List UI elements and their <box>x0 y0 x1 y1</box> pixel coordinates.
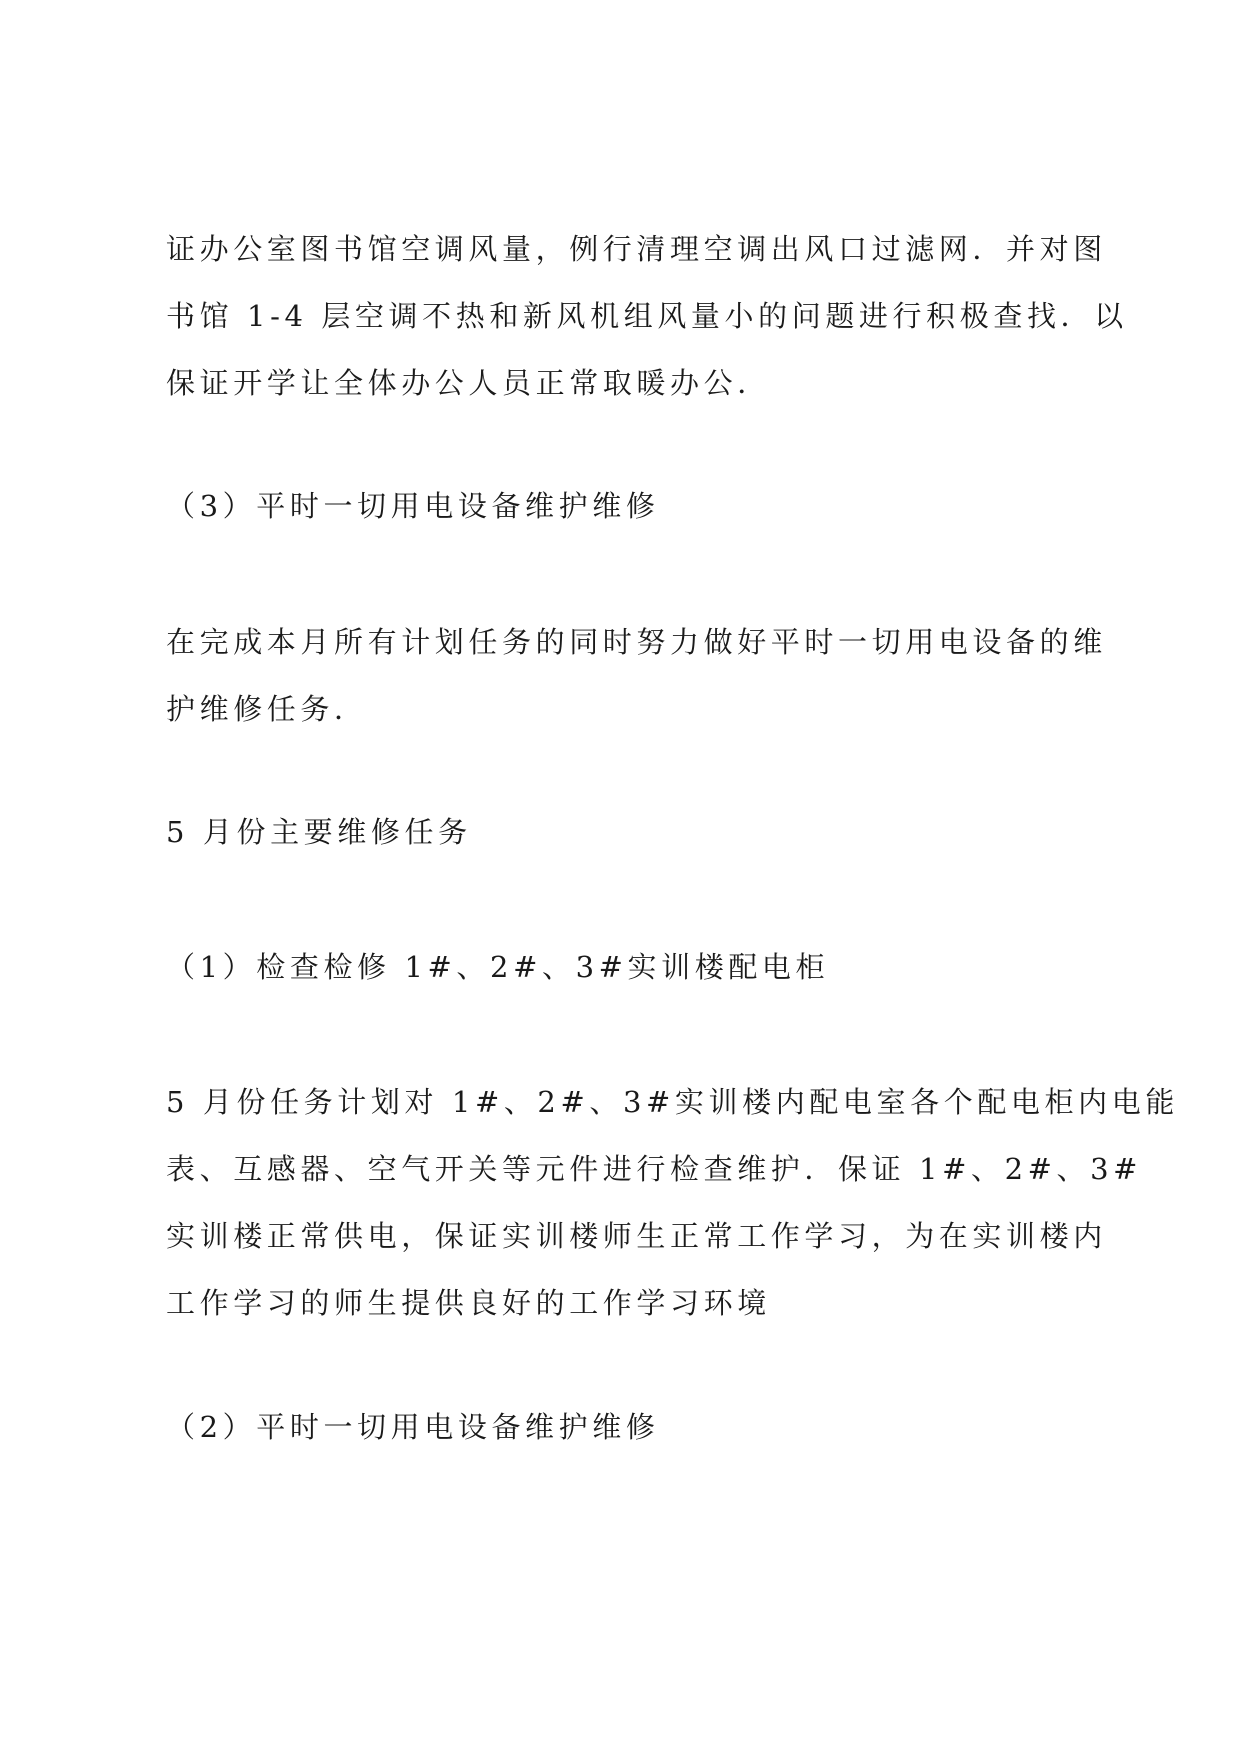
paragraph-line: 保证开学让全体办公人员正常取暖办公． <box>166 366 771 400</box>
paragraph-line: 表、互感器、空气开关等元件进行检查维护．保证 1#、2#、3# <box>166 1152 1143 1186</box>
section-heading: （2）平时一切用电设备维护维修 <box>166 1410 660 1444</box>
section-heading: 5 月份主要维修任务 <box>166 815 472 849</box>
paragraph-line: 证办公室图书馆空调风量，例行清理空调出风口过滤网．并对图 <box>166 232 1107 266</box>
paragraph-line: 实训楼正常供电，保证实训楼师生正常工作学习，为在实训楼内 <box>166 1219 1107 1253</box>
section-heading: （1）检查检修 1#、2#、3#实训楼配电柜 <box>166 950 830 984</box>
section-heading: （3）平时一切用电设备维护维修 <box>166 489 660 523</box>
paragraph-line: 书馆 1-4 层空调不热和新风机组风量小的问题进行积极查找．以 <box>166 299 1128 333</box>
paragraph-line: 5 月份任务计划对 1#、2#、3#实训楼内配电室各个配电柜内电能 <box>166 1085 1179 1119</box>
paragraph-line: 工作学习的师生提供良好的工作学习环境 <box>166 1286 771 1320</box>
paragraph-line: 护维修任务． <box>166 692 368 726</box>
paragraph-line: 在完成本月所有计划任务的同时努力做好平时一切用电设备的维 <box>166 625 1107 659</box>
